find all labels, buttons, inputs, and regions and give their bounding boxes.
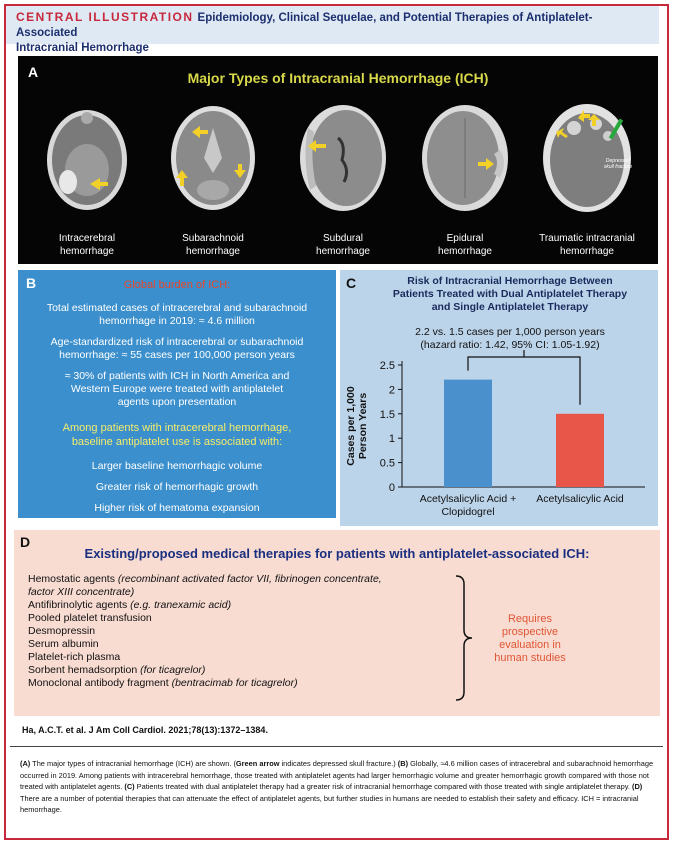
header-title-line2: Intracranial Hemorrhage <box>16 42 149 54</box>
ct-scan-subarachnoid <box>164 98 262 218</box>
x-tick-label: Acetylsalicylic Acid + <box>419 493 517 505</box>
annotation-skull-fracture: skull fracture <box>603 164 633 170</box>
panel-b <box>18 270 336 518</box>
panel-c-subtitle: 2.2 vs. 1.5 cases per 1,000 person years (hazard ratio: 1.42, 95% CI: 1.05-1.92) <box>415 326 605 351</box>
panel-b-letter: B <box>26 275 37 291</box>
scan-caption-intracerebral: Intracerebral hemorrhage <box>58 233 116 257</box>
association-item: Greater risk of hemorrhagic growth <box>95 481 259 493</box>
ct-scan-intracerebral <box>38 98 136 218</box>
therapy-item: Pooled platelet transfusion <box>28 612 152 624</box>
x-tick-label: Acetylsalicylic Acid <box>536 493 624 505</box>
scan-caption-subdural: Subdural hemorrhage <box>316 233 370 257</box>
therapy-item: factor XIII concentrate) <box>28 586 135 598</box>
panel-c-title: Risk of Intracranial Hemorrhage Between Patients Treated with Dual Antiplatelet Therapy and Single Antiplatelet Therapy <box>392 275 628 313</box>
panel-a-title: Major Types of Intracranial Hemorrhage (ICH) <box>187 70 489 86</box>
figure-caption: (A) The major types of intracranial hemorrhage (ICH) are shown. (Green arrow indicates depressed skull fracture.) (B) Globally, ≈4.6 million cases of intracerebral and subarachnoid hemorrhage occurred in 2019. Among patients with intracerebral hemorrhage, those treated with antiplatelet agents had larger hemorrhagic volume and greater hemorrhagic growth compared with those not treated with antiplatelet agents. (C) Patients treated with dual antiplatelet therapy had a greater risk of intracranial hemorrhage compared with those treated with single antiplatelet therapy. (D) There are a number of potential therapies that can attenuate the effect of antiplatelet agents, but further studies in humans are needed to establish their safety and efficacy. ICH = intracranial hemorrhage. <box>20 759 654 814</box>
ct-scan-subdural <box>294 98 392 218</box>
panel-b-title: Global burden of ICH: <box>123 279 231 291</box>
panel-c-letter: C <box>346 275 357 291</box>
header-title-line1: Epidemiology, Clinical Sequelae, and Potential Therapies of Antiplatelet-Associated <box>16 12 593 39</box>
therapy-item: Platelet-rich plasma <box>28 651 121 663</box>
burden-age-standardized-risk: Age-standardized risk of intracerebral or subarachnoid hemorrhage: ≈ 55 cases per 100,000 person years <box>50 336 304 361</box>
ct-scan-epidural <box>416 98 514 218</box>
y-tick-label: 1.5 <box>379 408 395 421</box>
y-tick-label: 2.5 <box>379 360 395 372</box>
y-tick-label: 2 <box>388 384 395 397</box>
therapy-item: Monoclonal antibody fragment (bentracimab for ticagrelor) <box>28 677 298 689</box>
panel-d-title: Existing/proposed medical therapies for patients with antiplatelet-associated ICH: <box>84 546 590 561</box>
association-item: Higher risk of hematoma expansion <box>94 502 260 514</box>
antiplatelet-association-heading: Among patients with intracerebral hemorrhage, baseline antiplatelet use is associated with: <box>62 422 292 448</box>
requires-evaluation-note: Requires prospective evaluation in human studies <box>494 613 566 664</box>
panel-d <box>14 530 660 716</box>
panel-c <box>340 270 658 526</box>
therapy-item: Antifibrinolytic agents (e.g. tranexamic acid) <box>28 599 232 611</box>
central-illustration-tag: CENTRAL ILLUSTRATION <box>16 10 194 24</box>
association-item: Larger baseline hemorrhagic volume <box>91 460 263 472</box>
x-tick-label: Clopidogrel <box>441 506 495 518</box>
burden-antiplatelet-share: ≈ 30% of patients with ICH in North America and Western Europe were treated with antiplatelet agents upon presentation <box>64 370 290 408</box>
burden-total-cases: Total estimated cases of intracerebral and subarachnoid hemorrhage in 2019: ≈ 4.6 million <box>46 302 308 327</box>
therapy-item: Desmopressin <box>28 625 96 637</box>
bar-single-antiplatelet <box>556 414 604 487</box>
therapy-item: Serum albumin <box>28 638 99 650</box>
brace-icon <box>454 574 478 702</box>
y-axis-label: Cases per 1,000Person Years <box>345 386 369 466</box>
citation: Ha, A.C.T. et al. J Am Coll Cardiol. 2021;78(13):1372–1384. <box>22 725 268 735</box>
therapy-item: Hemostatic agents (recombinant activated factor VII, fibrinogen concentrate, <box>28 573 382 585</box>
y-tick-label: 0.5 <box>379 457 395 470</box>
annotation-depressed: Depressed <box>605 158 631 164</box>
bar-dual-antiplatelet <box>444 380 492 487</box>
panel-a <box>18 56 658 264</box>
bar-chart <box>340 270 658 526</box>
panel-a-letter: A <box>28 64 39 80</box>
therapy-item: Sorbent hemadsorption (for ticagrelor) <box>28 664 206 676</box>
y-tick-label: 1 <box>388 433 395 446</box>
ct-scan-traumatic <box>538 98 636 218</box>
scan-caption-traumatic: Traumatic intracranial hemorrhage <box>539 233 635 257</box>
therapy-list <box>28 573 468 690</box>
divider <box>10 746 663 747</box>
scan-caption-subarachnoid: Subarachnoid hemorrhage <box>182 233 244 257</box>
scan-caption-epidural: Epidural hemorrhage <box>438 233 492 257</box>
figure-header <box>6 6 659 54</box>
panel-d-letter: D <box>20 534 31 550</box>
y-tick-label: 0 <box>388 482 395 494</box>
